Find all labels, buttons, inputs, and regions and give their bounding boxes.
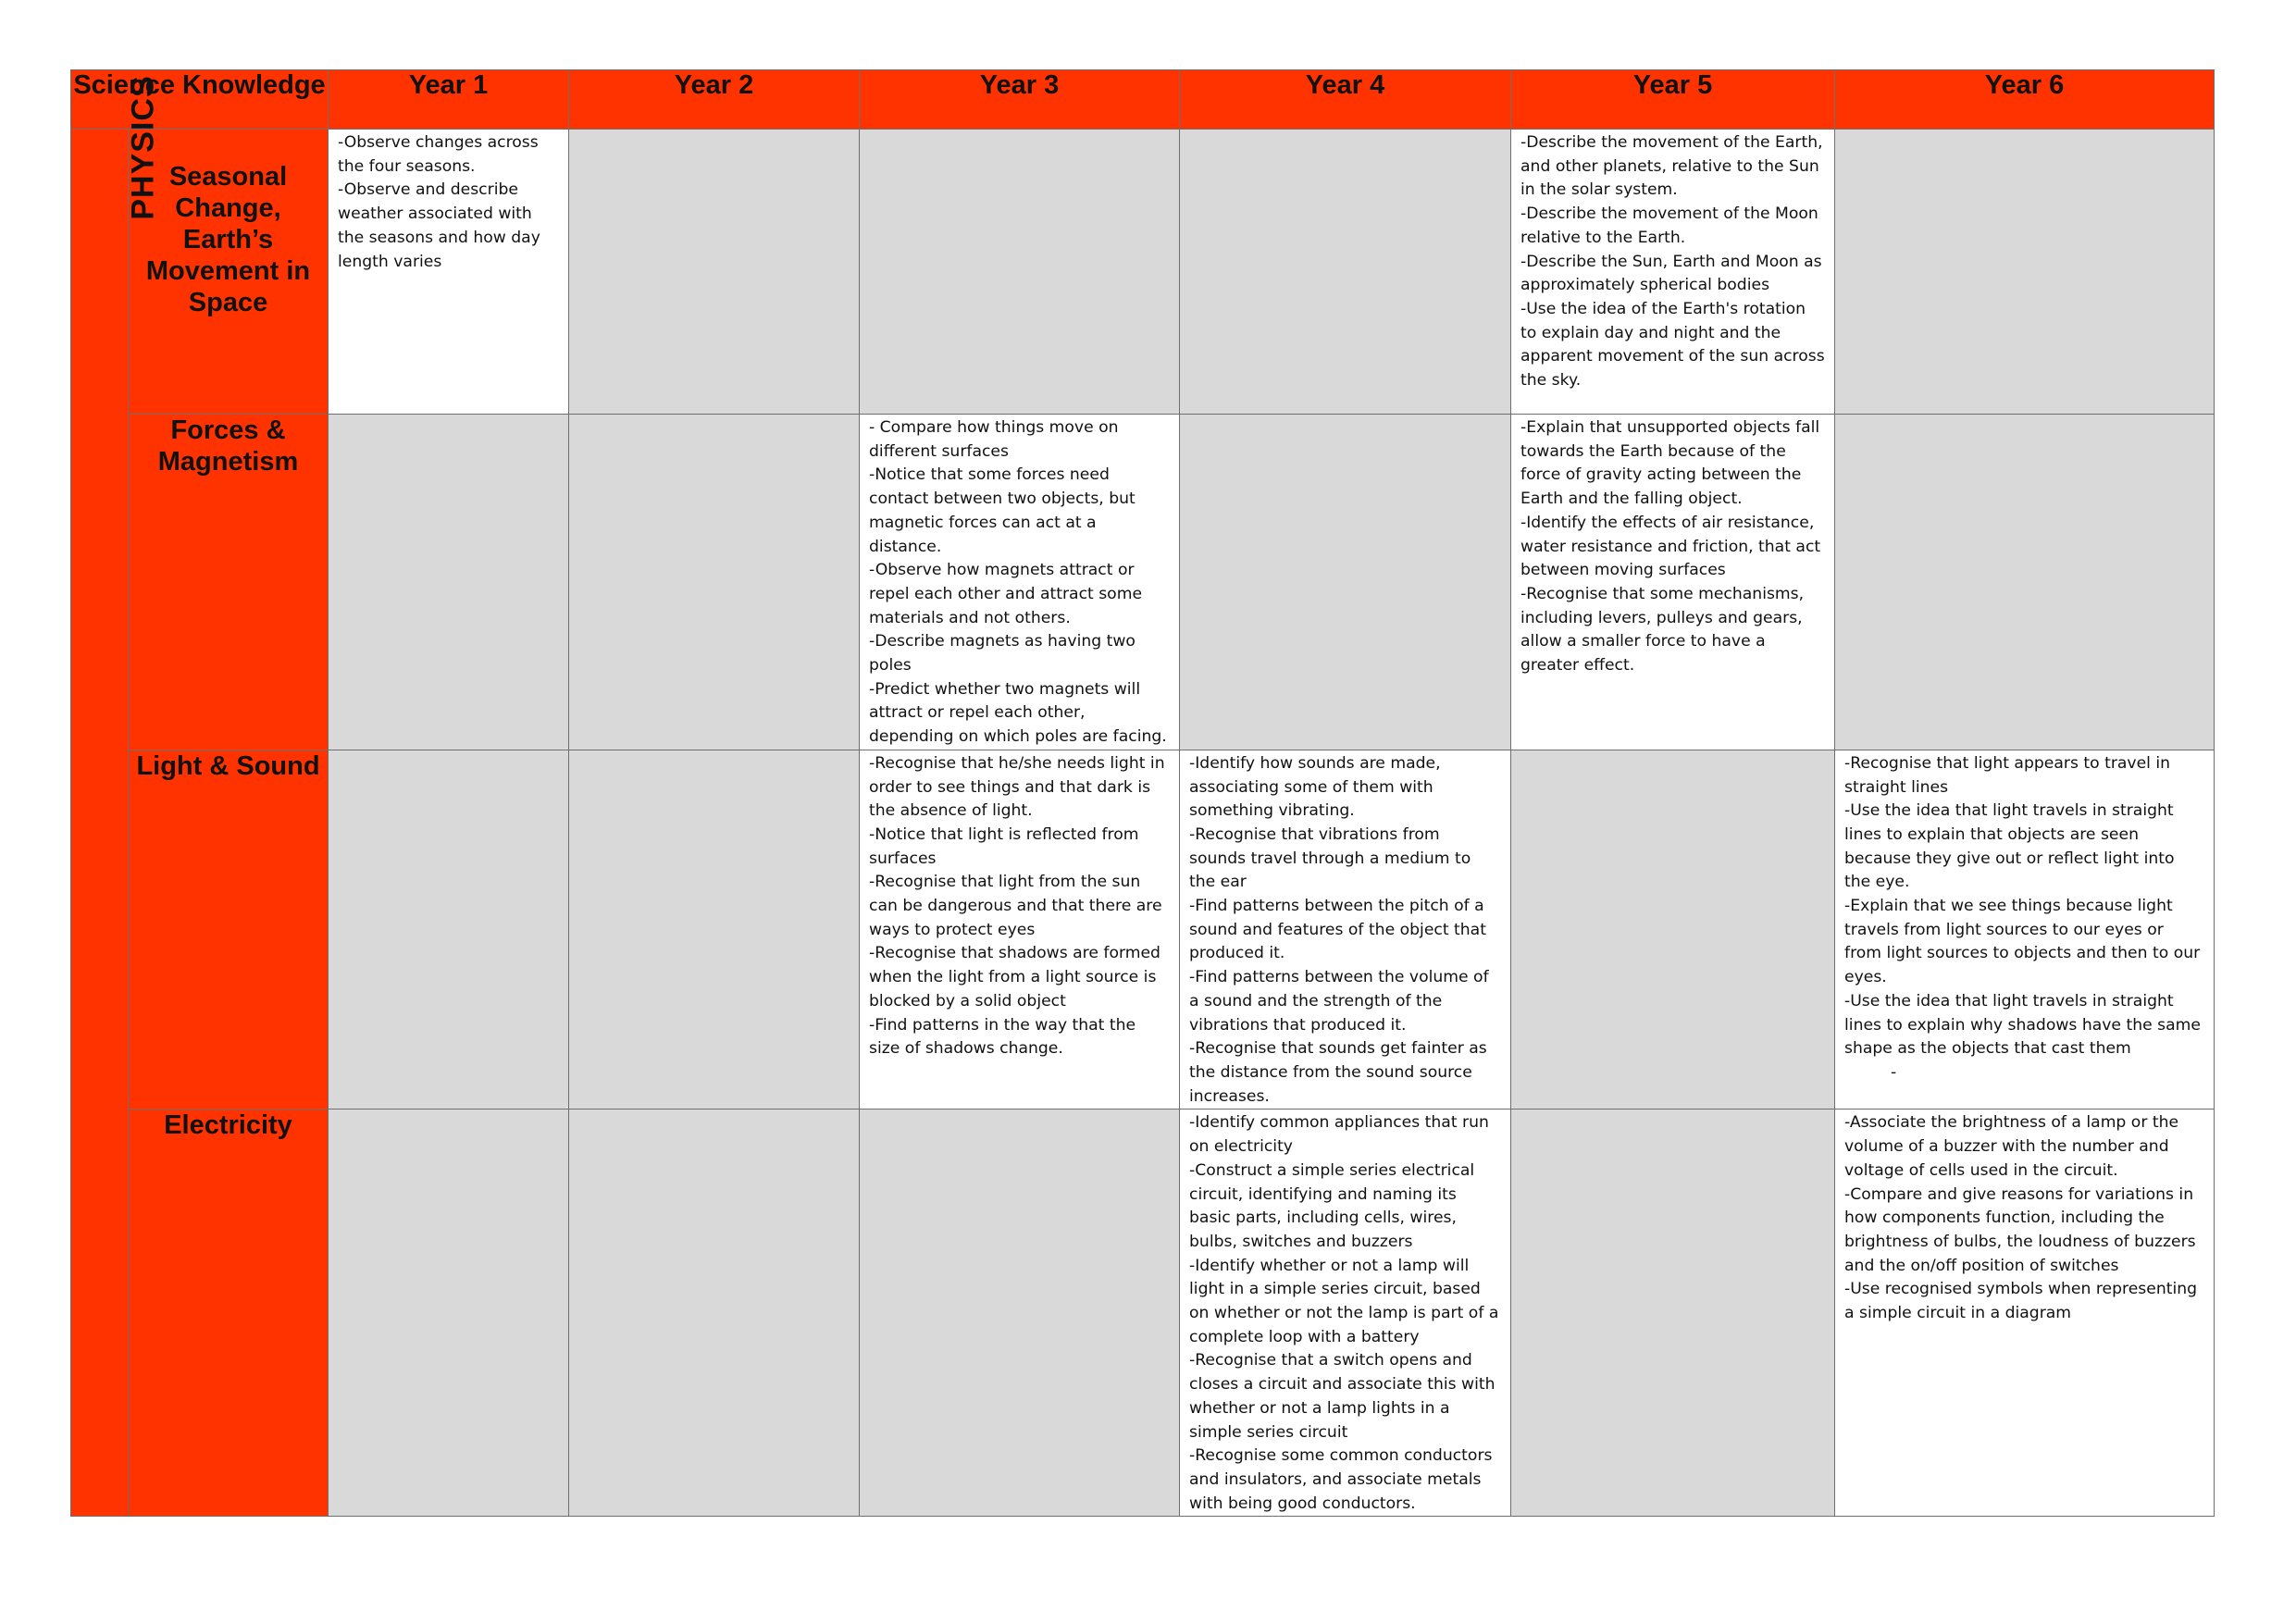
science-knowledge-table	[70, 69, 2215, 1517]
objective-list	[1180, 1110, 1510, 1516]
header-year-3: Year 3	[860, 70, 1180, 130]
objective-item: -Recognise that vibrations from sounds travel through a medium to the ear	[1189, 824, 1471, 892]
header-row	[71, 70, 2215, 130]
cell-light-year-3	[860, 750, 1180, 1110]
cell-seasonal-year-5	[1511, 130, 1835, 415]
header-year-6: Year 6	[1835, 70, 2215, 130]
objective-item: -Recognise some common conductors and insulators, and associate metals with being good conductors.	[1189, 1446, 1493, 1513]
topic-label: Electricity	[164, 1110, 292, 1141]
objective-item: -Find patterns in the way that the size of shadows change.	[869, 1015, 1136, 1059]
objective-item: -Construct a simple series electrical circuit, identifying and naming its basic parts, including cells, wires, bulbs, switches and buzzers	[1189, 1160, 1475, 1251]
objective-list	[1511, 415, 1834, 678]
cell-forces-year-1	[329, 415, 569, 750]
objective-item: -Associate the brightness of a lamp or the volume of a buzzer with the number and voltage of cells used in the circuit.	[1844, 1113, 2179, 1180]
cell-seasonal-year-2	[569, 130, 860, 415]
objective-items	[1844, 752, 2204, 1061]
header-year-5: Year 5	[1511, 70, 1835, 130]
objective-list	[1511, 130, 1834, 393]
cell-seasonal-year-1	[329, 130, 569, 415]
objective-item: -Describe the movement of the Earth, and other planets, relative to the Sun in the solar system.	[1520, 133, 1823, 200]
objective-list	[329, 130, 568, 274]
objective-item: -Recognise that a switch opens and closes a circuit and associate this with whether or not a lamp lights in a simple series circuit	[1189, 1351, 1496, 1442]
trailing-dash: -	[1891, 1062, 1897, 1082]
objective-item: -Describe the movement of the Moon relative to the Earth.	[1520, 205, 1818, 247]
objective-item: - Compare how things move on different surfaces	[869, 418, 1119, 461]
cell-light-year-2	[569, 750, 860, 1110]
objective-item: -Observe changes across the four seasons.	[338, 133, 539, 176]
cell-light-year-4	[1180, 750, 1511, 1110]
objective-item: -Use the idea that light travels in straight lines to explain why shadows have the same shape as the objects that cast them	[1844, 991, 2201, 1059]
topic-row-seasonal-change	[71, 130, 2215, 415]
objective-item: -Identify how sounds are made, associating some of them with something vibrating.	[1189, 753, 1441, 821]
objective-item: -Predict whether two magnets will attract or repel each other, depending on which poles are facing.	[869, 679, 1167, 747]
header-year-1: Year 1	[329, 70, 569, 130]
objective-item: -Observe and describe weather associated with the seasons and how day length varies	[338, 180, 540, 271]
cell-seasonal-year-6	[1835, 130, 2215, 415]
objective-item: -Recognise that sounds get fainter as the distance from the sound source increases.	[1189, 1039, 1487, 1106]
objective-item: -Compare and give reasons for variations in how components function, including the brightness of bulbs, the loudness of buzzers and the on/off position of switches	[1844, 1184, 2196, 1275]
objective-item: -Use the idea that light travels in straight lines to explain that objects are seen because they give out or reflect light into the eye.	[1844, 801, 2175, 892]
topic-electricity	[129, 1110, 329, 1517]
objective-item: -Use the idea of the Earth's rotation to explain day and night and the apparent movement of the sun across the sky.	[1520, 299, 1825, 391]
cell-forces-year-6	[1835, 415, 2215, 750]
objective-item: -Recognise that shadows are formed when the light from a light source is blocked by a solid object	[869, 944, 1160, 1010]
objective-item: -Identify the effects of air resistance, water resistance and friction, that act between moving surfaces	[1520, 513, 1821, 580]
header-science-knowledge: Science Knowledge	[71, 70, 329, 130]
objective-list	[860, 750, 1179, 1061]
topic-label: Light & Sound	[136, 750, 320, 781]
subject-cell	[71, 75, 161, 1517]
objective-item: -Recognise that he/she needs light in order to see things and that dark is the absence of light.	[869, 753, 1165, 821]
objective-item: -Recognise that light from the sun can be dangerous and that there are ways to protect eyes	[869, 873, 1162, 939]
cell-electricity-year-6	[1835, 1110, 2215, 1517]
cell-forces-year-3	[860, 415, 1180, 750]
topic-row-forces-magnetism	[71, 415, 2215, 750]
objective-item: -Recognise that some mechanisms, including levers, pulleys and gears, allow a smaller force to have a greater effect.	[1520, 584, 1805, 676]
cell-electricity-year-1	[329, 1110, 569, 1517]
objective-item: -Notice that light is reflected from surfaces	[869, 824, 1139, 868]
subject-label: PHYSICS	[125, 75, 161, 220]
cell-light-year-1	[329, 750, 569, 1110]
objective-item: -Observe how magnets attract or repel each other and attract some materials and not others.	[869, 561, 1143, 627]
objective-item: -Notice that some forces need contact between two objects, but magnetic forces can act at a distance.	[869, 465, 1136, 556]
objective-item: -Explain that we see things because light travels from light sources to our eyes or from light sources to objects and then to our eyes.	[1844, 897, 2201, 987]
objective-item: -Find patterns between the volume of a sound and the strength of the vibrations that produced it.	[1189, 968, 1489, 1035]
objective-list	[1835, 750, 2214, 1085]
cell-forces-year-2	[569, 415, 860, 750]
topic-row-light-sound	[71, 750, 2215, 1110]
objective-item: -Find patterns between the pitch of a sound and features of the object that produced it.	[1189, 897, 1486, 963]
topic-label: Seasonal Change, Earth’s Movement in Space	[145, 162, 311, 317]
header-year-2: Year 2	[569, 70, 860, 130]
objective-item: -Describe the Sun, Earth and Moon as approximately spherical bodies	[1520, 252, 1822, 295]
topic-forces-magnetism	[129, 415, 329, 750]
objective-item: -Describe magnets as having two poles	[869, 632, 1136, 676]
cell-electricity-year-3	[860, 1110, 1180, 1517]
objective-list	[1180, 750, 1510, 1110]
cell-forces-year-5	[1511, 415, 1835, 750]
cell-forces-year-4	[1180, 415, 1511, 750]
objective-item: -Identify whether or not a lamp will light in a simple series circuit, based on whether or not the lamp is part of a complete loop with a battery	[1189, 1256, 1499, 1346]
cell-seasonal-year-3	[860, 130, 1180, 415]
objective-item: -Recognise that light appears to travel in straight lines	[1844, 753, 2171, 797]
cell-electricity-year-4	[1180, 1110, 1511, 1517]
topic-label: Forces & Magnetism	[157, 415, 299, 477]
cell-electricity-year-2	[569, 1110, 860, 1517]
objective-item: -Use recognised symbols when representing a simple circuit in a diagram	[1844, 1280, 2198, 1323]
cell-light-year-6	[1835, 750, 2215, 1110]
objective-list	[1835, 1110, 2214, 1325]
cell-electricity-year-5	[1511, 1110, 1835, 1517]
objective-item: -Identify common appliances that run on electricity	[1189, 1113, 1489, 1157]
header-year-4: Year 4	[1180, 70, 1511, 130]
topic-row-electricity	[71, 1110, 2215, 1517]
cell-seasonal-year-4	[1180, 130, 1511, 415]
topic-light-sound	[129, 750, 329, 1110]
objective-item: -Explain that unsupported objects fall towards the Earth because of the force of gravity acting between the Earth and the falling object.	[1520, 418, 1820, 509]
objective-list	[860, 415, 1179, 750]
cell-light-year-5	[1511, 750, 1835, 1110]
